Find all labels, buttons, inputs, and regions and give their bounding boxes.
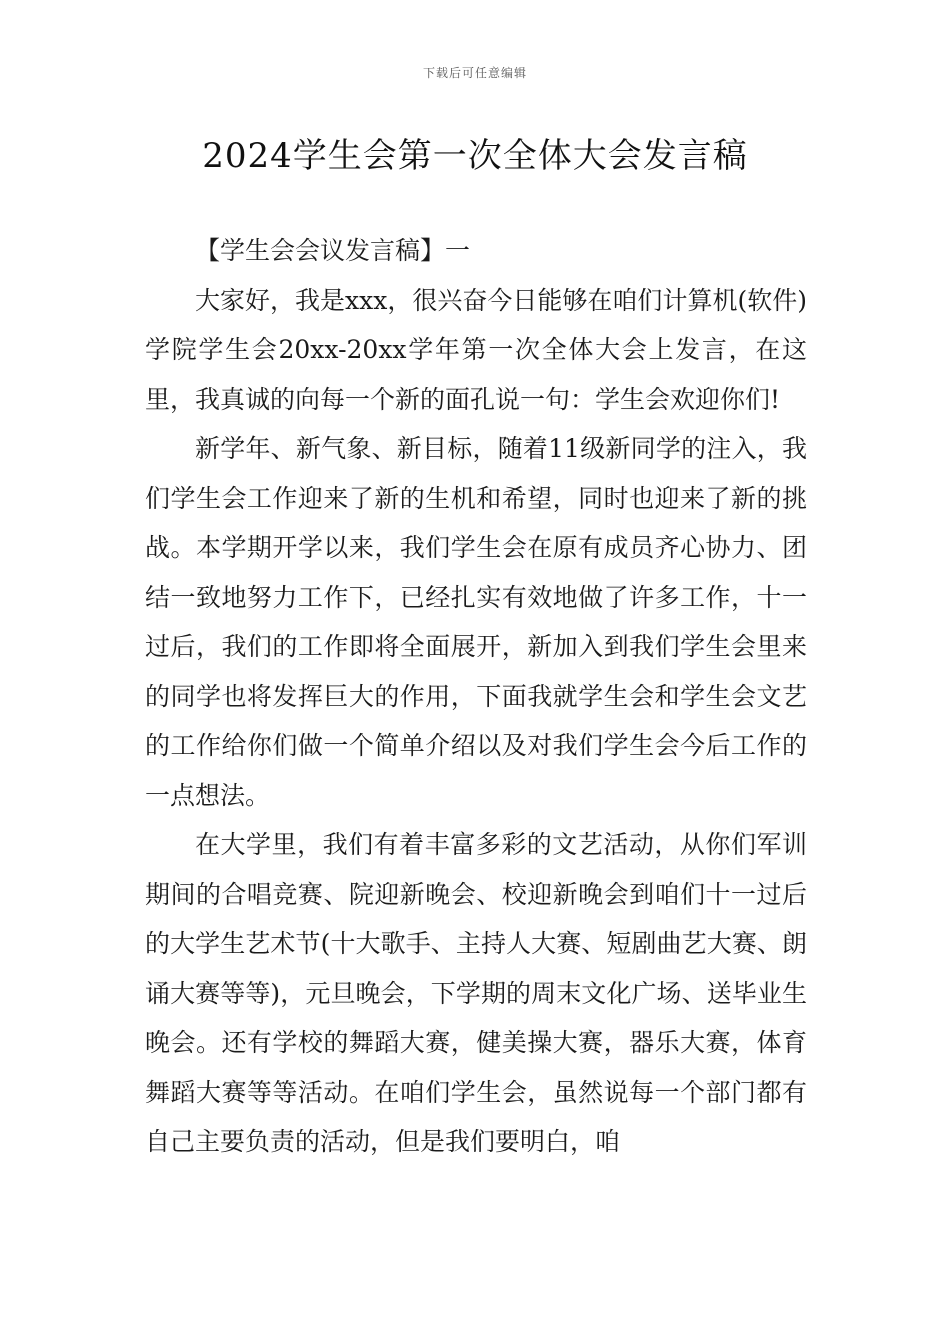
paragraph-greeting: 大家好，我是xxx，很兴奋今日能够在咱们计算机(软件)学院学生会20xx-20xx学年第一次全体大会上发言，在这里，我真诚的向每一个新的面孔说一句：学生会欢迎你们! [145,285,807,414]
paragraph-new-semester: 新学年、新气象、新目标，随着11级新同学的注入，我们学生会工作迎来了新的生机和希望，同时也迎来了新的挑战。本学期开学以来，我们学生会在原有成员齐心协力、团结一致地努力工作下，已经扎实有效地做了许多工作，十一过后，我们的工作即将全面展开，新加入到我们学生会里来的同学也将发挥巨大的作用，下面我就学生会和学生会文艺的工作给你们做一个简单介绍以及对我们学生会今后工作的一点想法。 [145,434,807,810]
document-title: 2024学生会第一次全体大会发言稿 [202,136,748,176]
paragraph-activities: 在大学里，我们有着丰富多彩的文艺活动，从你们军训期间的合唱竞赛、院迎新晚会、校迎新晚会到咱们十一过后的大学生艺术节(十大歌手、主持人大赛、短剧曲艺大赛、朗诵大赛等等)，元旦晚会，下学期的周末文化广场、送毕业生晚会。还有学校的舞蹈大赛，健美操大赛，器乐大赛，体育舞蹈大赛等等活动。在咱们学生会，虽然说每一个部门都有自己主要负责的活动，但是我们要明白，咱 [145,830,807,1156]
paragraph-section-heading: 【学生会会议发言稿】一 [195,236,471,265]
page-header-note: 下载后可任意编辑 [422,66,527,80]
document-body [145,226,807,1167]
